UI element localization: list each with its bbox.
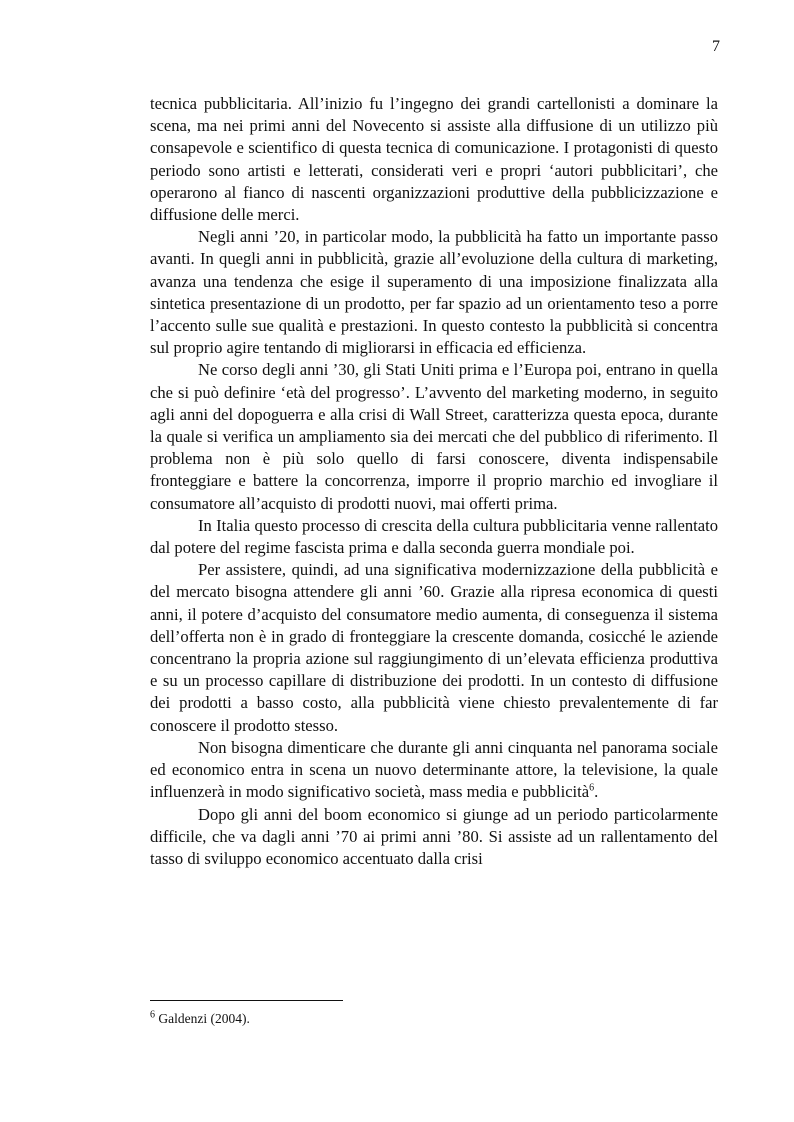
paragraph-6 [150,737,718,804]
page-number: 7 [712,38,720,55]
paragraph-6-end: . [594,782,599,802]
paragraph-3: Ne corso degli anni ’30, gli Stati Uniti prima e l’Europa poi, entrano in quella che si può definire ‘età del progresso’. L’avvento del marketing moderno, in seguito agli anni del dopoguerra e alla crisi di Wall Street, caratterizza questa epoca, durante la quale si verifica un ampliamento sia dei mercati che del pubblico di riferimento. Il problema non è più solo quello di farsi conoscere, diventa indispensabile fronteggiare e battere la concorrenza, imporre il proprio marchio ed invogliare il consumatore all’acquisto di prodotti nuovi, mai offerti prima. [150,360,718,513]
paragraph-1: tecnica pubblicitaria. All’inizio fu l’ingegno dei grandi cartellonisti a dominare la scena, ma nei primi anni del Novecento si assiste alla diffusione di un utilizzo più consapevole e scientifico di questa tecnica di comunicazione. I protagonisti di questo periodo sono artisti e letterati, considerati veri e propri ‘autori pubblicitari’, che operarono al fianco di nascenti organizzazioni produttive della pubblicizzazione e diffusione delle merci. [150,94,718,225]
paragraph-7: Dopo gli anni del boom economico si giunge ad un periodo particolarmente difficile, che va dagli anni ’70 ai primi anni ’80. Si assiste ad un rallentamento del tasso di sviluppo economico accentuato dalla crisi [150,804,718,868]
paragraph-4: In Italia questo processo di crescita della cultura pubblicitaria venne rallentato dal potere del regime fascista prima e dalla seconda guerra mondiale poi. [150,515,718,558]
body-text [150,93,718,870]
paragraph-5: Per assistere, quindi, ad una significativa modernizzazione della pubblicità e del mercato bisogna attendere gli anni ’60. Grazie alla ripresa economica di questi anni, il potere d’acquisto del consumatore medio aumenta, di conseguenza il sistema dell’offerta non è in grado di fronteggiare la crescente domanda, cosicché le aziende concentrano la propria azione sul raggiungimento di un’elevata efficienza produttiva e su un processo capillare di distribuzione dei prodotti. In un contesto di diffusione dei prodotti a basso costo, alla pubblicità viene chiesto prevalentemente di far conoscere il prodotto stesso. [150,560,718,735]
paragraph-6-text: Non bisogna dimenticare che durante gli anni cinquanta nel panorama sociale ed economico entra in scena un nuovo determinante attore, la televisione, la quale influenzerà in modo significativo società, mass media e pubblicità [150,737,718,802]
paragraph-2: Negli anni ’20, in particolar modo, la pubblicità ha fatto un importante passo avanti. In quegli anni in pubblicità, grazie all’evoluzione della cultura di marketing, avanza una tendenza che esige il superamento di una imposizione finalizzata alla sintetica presentazione di un prodotto, per far spazio ad un orientamento teso a porre l’accento sulle sue qualità e prestazioni. In questo contesto la pubblicità si concentra sul proprio agire tentando di migliorarsi in efficacia ed efficienza. [150,227,718,358]
footnote-text: Galdenzi (2004). [155,1011,250,1026]
footnote-reference[interactable]: 6 [589,782,595,794]
footnote-marker: 6 [150,1009,155,1021]
footnote-divider [150,1000,343,1001]
footnote [150,1011,718,1027]
